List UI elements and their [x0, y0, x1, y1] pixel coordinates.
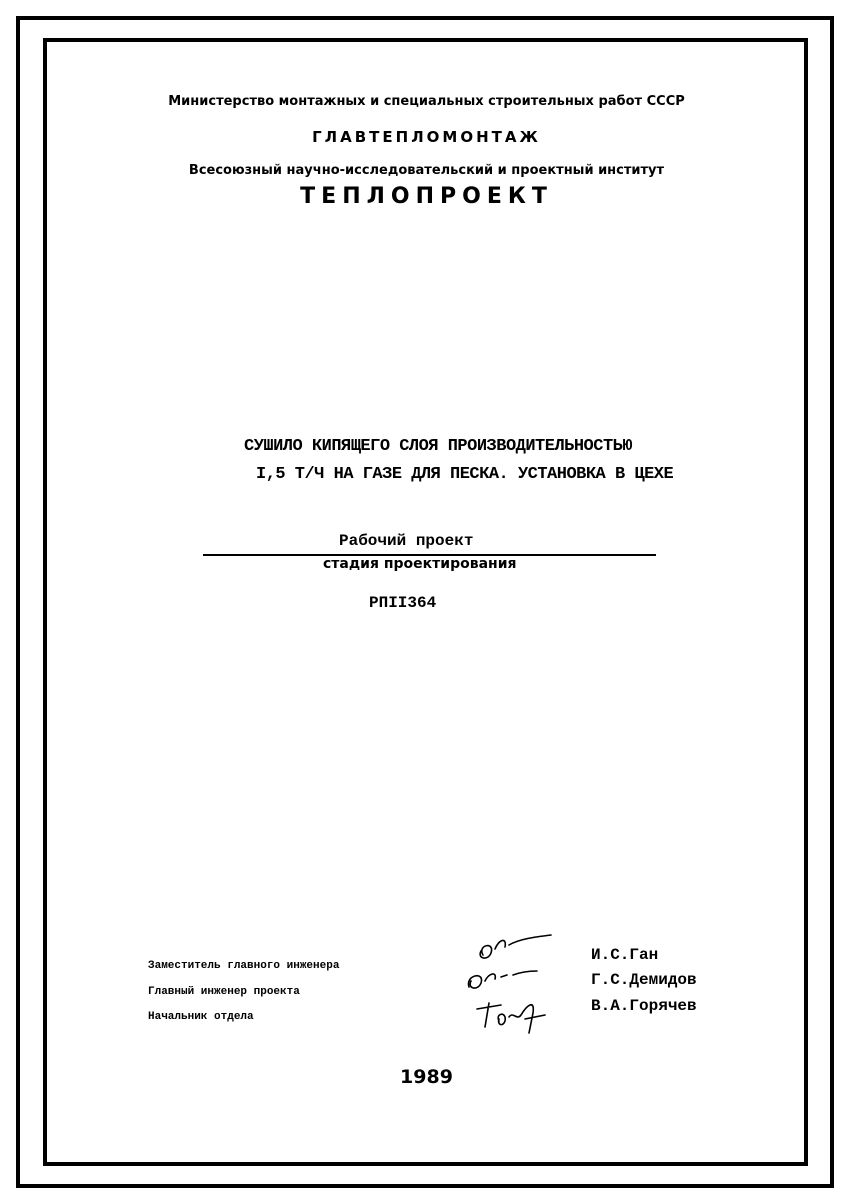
- document-year: 1989: [400, 1066, 453, 1088]
- approver-role-1: Заместитель главного инженера: [148, 960, 340, 972]
- document-title-line-1: СУШИЛО КИПЯЩЕГО СЛОЯ ПРОИЗВОДИТЕЛЬНОСТЬЮ: [244, 437, 633, 456]
- stage-caption: стадия проектирования: [323, 556, 517, 572]
- approver-name-2: Г.С.Демидов: [591, 971, 697, 989]
- institute-line: Всесоюзный научно-исследовательский и проектный институт: [188, 163, 665, 178]
- approver-name-1: И.С.Ган: [591, 946, 659, 964]
- approver-role-2: Главный инженер проекта: [148, 986, 300, 998]
- handwritten-signatures: [455, 925, 585, 1040]
- approver-role-3: Начальник отдела: [148, 1011, 254, 1023]
- organization-name: ГЛАВТЕПЛОМОНТАЖ: [312, 128, 541, 146]
- approver-name-3: В.А.Горячев: [591, 997, 697, 1015]
- project-kind: Рабочий проект: [339, 532, 474, 550]
- ministry-line: Министерство монтажных и специальных строительных работ СССР: [168, 94, 685, 109]
- document-title-line-2: I,5 Т/Ч НА ГАЗЕ ДЛЯ ПЕСКА. УСТАНОВКА В ЦЕХЕ: [256, 465, 674, 484]
- project-code: РПII364: [369, 594, 437, 612]
- institute-name: ТЕПЛОПРОЕКТ: [300, 184, 553, 209]
